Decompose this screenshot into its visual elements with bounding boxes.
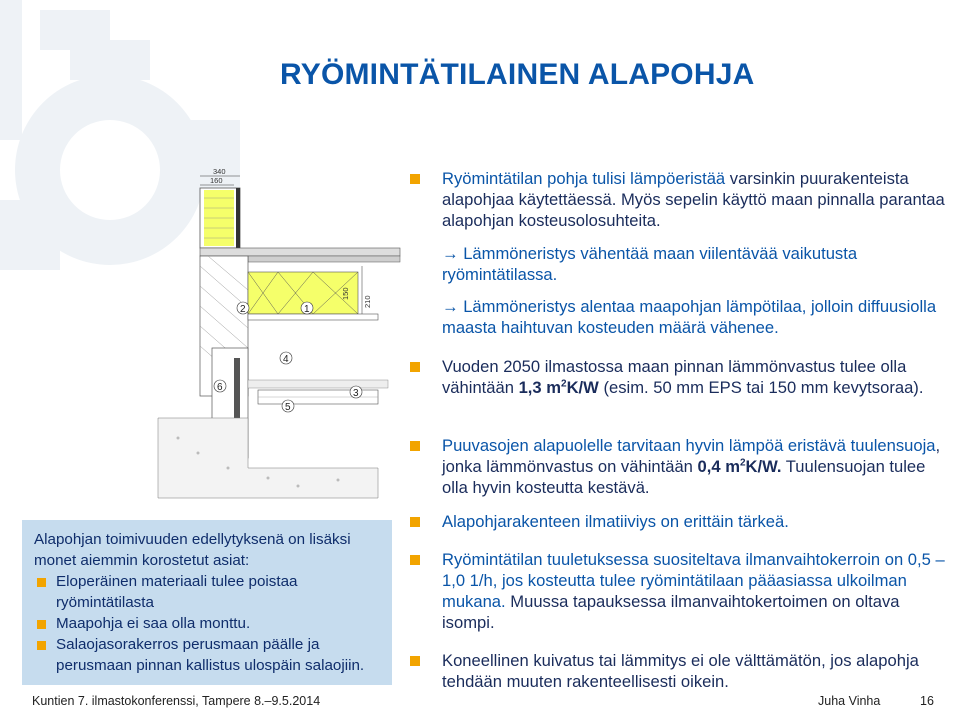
- bullet-marker: [410, 517, 420, 527]
- bullet-4: Alapohjarakenteen ilmatiiviys on erittäin tärkeä.: [410, 511, 950, 532]
- bullet-marker: [410, 656, 420, 666]
- note-item: Eloperäinen materiaali tulee poistaa ryömintätilasta: [34, 571, 380, 613]
- footer-event: Kuntien 7. ilmastokonferenssi, Tampere 8.–9.5.2014: [32, 694, 321, 708]
- bullet-6: Koneellinen kuivatus tai lämmitys ei ole välttämätön, jos alapohja tehdään muuten rakenteellisesti oikein.: [410, 650, 950, 692]
- label-3: 3: [353, 388, 359, 399]
- bullet-1: Ryömintätilan pohja tulisi lämpöeristää varsinkin puurakenteista alapohjaa käytettäessä. Myös sepelin käyttö maan pinnalla parantaa alapohjan kosteusolosuhteita.: [410, 168, 950, 231]
- slide-title: RYÖMINTÄTILAINEN ALAPOHJA: [280, 58, 755, 91]
- requirements-note-box: [22, 520, 392, 685]
- label-6: 6: [217, 382, 223, 393]
- bullet-marker: [410, 555, 420, 565]
- page-number: 16: [920, 694, 934, 708]
- bullet-marker: [410, 174, 420, 184]
- footer-author: Juha Vinha: [818, 694, 881, 708]
- sub-bullet-1: → Lämmöneristys vähentää maan viilentävää vaikutusta ryömintätilassa.: [442, 244, 858, 284]
- label-5: 5: [285, 402, 291, 413]
- construction-section-drawing: [138, 168, 403, 548]
- dim-210: 210: [363, 295, 372, 308]
- label-1: 1: [304, 304, 310, 315]
- label-2: 2: [240, 304, 246, 315]
- note-list: [34, 571, 380, 676]
- dim-160: 160: [210, 176, 223, 185]
- note-intro: Alapohjan toimivuuden edellytyksenä on lisäksi monet aiemmin korostetut asiat:: [34, 531, 351, 569]
- note-item: Salaojasorakerros perusmaan päälle ja perusmaan pinnan kallistus ulospäin salaojiin.: [34, 634, 380, 676]
- bullet-marker: [410, 441, 420, 451]
- sub-bullet-2: → Lämmöneristys alentaa maapohjan lämpötilaa, jolloin diffuusiolla maasta haihtuvan kosteuden määrä vähenee.: [442, 297, 937, 337]
- dim-150: 150: [341, 287, 350, 300]
- dim-340: 340: [213, 168, 226, 176]
- label-4: 4: [283, 354, 289, 365]
- bullet-2: Vuoden 2050 ilmastossa maan pinnan lämmönvastus tulee olla vähintään 1,3 $m^2K/W$ (esim. 50 mm EPS tai 150 mm kevytsoraa).: [410, 356, 950, 398]
- bullet-marker: [410, 362, 420, 372]
- note-item: Maapohja ei saa olla monttu.: [34, 613, 380, 634]
- bullet-5: Ryömintätilan tuuletuksessa suositeltava ilmanvaihtokerroin on 0,5 – 1,0 1/h, jos kosteutta tulee ryömintätilaan pääasiassa ulkoilman mukana. Muussa tapauksessa ilmanvaihtokertoimen on oltava isompi.: [410, 549, 950, 633]
- bullet-3: Puuvasojen alapuolelle tarvitaan hyvin lämpöä eristävä tuulensuoja, jonka lämmönvastus on vähintään 0,4 $m^2K/W$. Tuulensuojan tulee olla hyvin kosteutta kestävä.: [410, 435, 950, 498]
